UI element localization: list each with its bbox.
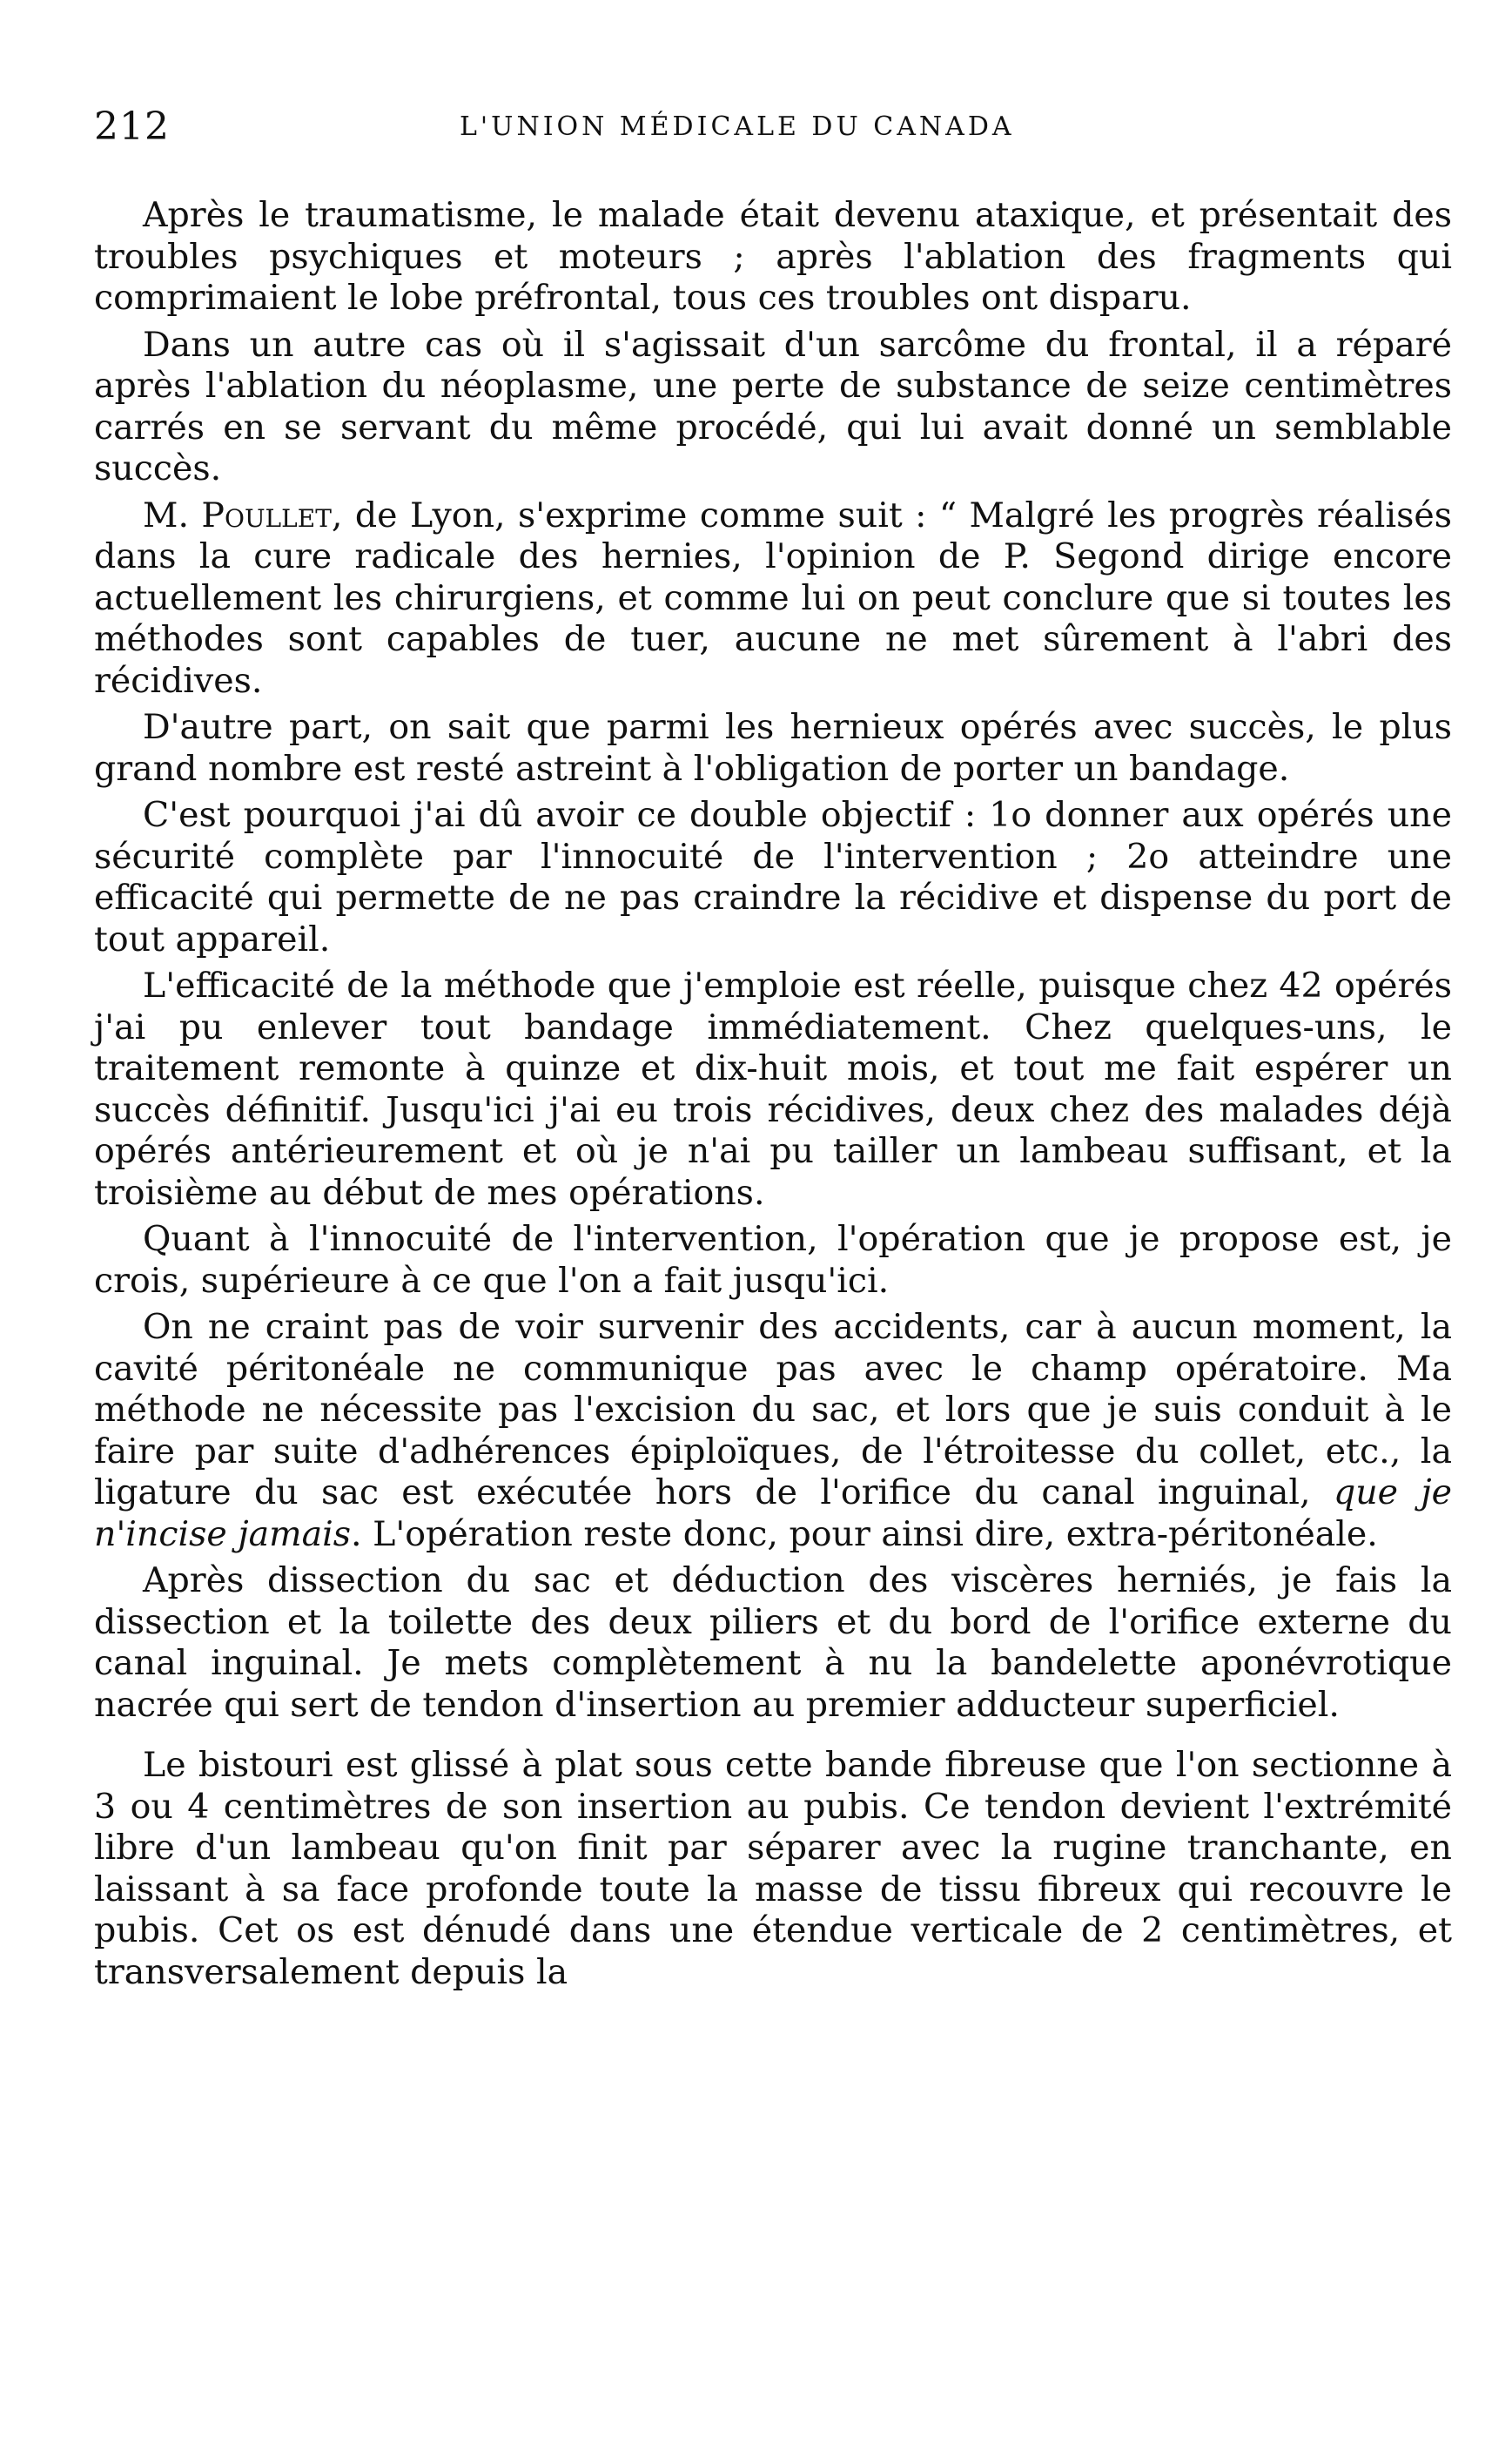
paragraph-text: Le bistouri est glissé à plat sous cette bande fibreuse que l'on sectionne à 3 ou 4 centimètres de son insertion au pubis. Ce tendon devient l'extrémité libre d'un lambeau qu'on finit par séparer avec la rugine tranchante, en laissant à sa face profonde toute la masse de tissu fibreux qui recouvre le pubis. Cet os est dénudé dans une étendue verticale de 2 centimètres, et transversalement depuis la	[94, 1745, 1452, 1992]
paragraph-text: Quant à l'innocuité de l'intervention, l'opération que je propose est, je crois, supérieure à ce que l'on a fait jusqu'ici.	[94, 1219, 1452, 1301]
paragraph-8	[94, 1307, 1452, 1555]
running-head	[94, 104, 1452, 174]
journal-title: L'UNION MÉDICALE DU CANADA	[460, 111, 1015, 142]
paragraph-text: D'autre part, on sait que parmi les hernieux opérés avec succès, le plus grand nombre est resté astreint à l'obligation de porter un bandage.	[94, 707, 1452, 789]
paragraph-text: , de Lyon, s'exprime comme suit : “ Malgré les progrès réalisés dans la cure radicale des hernies, l'opinion de P. Segond dirige encore actuellement les chirurgiens, et comme lui on peut conclure que si toutes les méthodes sont capables de tuer, aucune ne met sûrement à l'abri des récidives.	[94, 495, 1452, 701]
paragraph-text: On ne craint pas de voir survenir des accidents, car à aucun moment, la cavité péritonéale ne communique pas avec le champ opératoire. Ma méthode ne nécessite pas l'excision du sac, et lors que je suis conduit à le faire par suite d'adhérences épiploïques, de l'étroitesse du collet, etc., la ligature du sac est exécutée hors de l'orifice du canal inguinal,	[94, 1307, 1452, 1512]
paragraph-6	[94, 966, 1452, 1214]
paragraph-5	[94, 795, 1452, 960]
paragraph-1	[94, 195, 1452, 320]
body-text	[94, 195, 1452, 1993]
document-page	[94, 104, 1452, 1998]
paragraph-text: Dans un autre cas où il s'agissait d'un sarcôme du frontal, il a réparé après l'ablation du néoplasme, une perte de substance de seize centimètres carrés en se servant du même procédé, qui lui avait donné un semblable succès.	[94, 324, 1452, 488]
paragraph-4	[94, 707, 1452, 790]
paragraph-3	[94, 495, 1452, 703]
paragraph-text: . L'opération reste donc, pour ainsi dire, extra-péritonéale.	[351, 1513, 1378, 1554]
paragraph-text: Après le traumatisme, le malade était devenu ataxique, et présentait des troubles psychiques et moteurs ; après l'ablation des fragments qui comprimaient le lobe préfrontal, tous ces troubles ont disparu.	[94, 195, 1452, 318]
paragraph-10	[94, 1745, 1452, 1993]
paragraph-text: Après dissection du sac et déduction des viscères herniés, je fais la dissection et la toilette des deux piliers et du bord de l'orifice externe du canal inguinal. Je mets complètement à nu la bandelette aponévrotique nacrée qui sert de tendon d'insertion au premier adducteur superficiel.	[94, 1560, 1452, 1725]
paragraph-7	[94, 1219, 1452, 1302]
author-name: M. Poullet	[143, 495, 332, 535]
paragraph-text: L'efficacité de la méthode que j'emploie est réelle, puisque chez 42 opérés j'ai pu enlever tout bandage immédiatement. Chez quelques-uns, le traitement remonte à quinze et dix-huit mois, et tout me fait espérer un succès définitif. Jusqu'ici j'ai eu trois récidives, deux chez des malades déjà opérés antérieurement et où je n'ai pu tailler un lambeau suffisant, et la troisième au début de mes opérations.	[94, 966, 1452, 1213]
page-number: 212	[94, 104, 170, 149]
paragraph-2	[94, 325, 1452, 490]
italic-phrase: que je n'incise jamais	[94, 1472, 1452, 1554]
paragraph-9	[94, 1560, 1452, 1726]
paragraph-text: C'est pourquoi j'ai dû avoir ce double objectif : 1o donner aux opérés une sécurité complète par l'innocuité de l'intervention ; 2o atteindre une efficacité qui permette de ne pas craindre la récidive et dispense du port de tout appareil.	[94, 795, 1452, 960]
